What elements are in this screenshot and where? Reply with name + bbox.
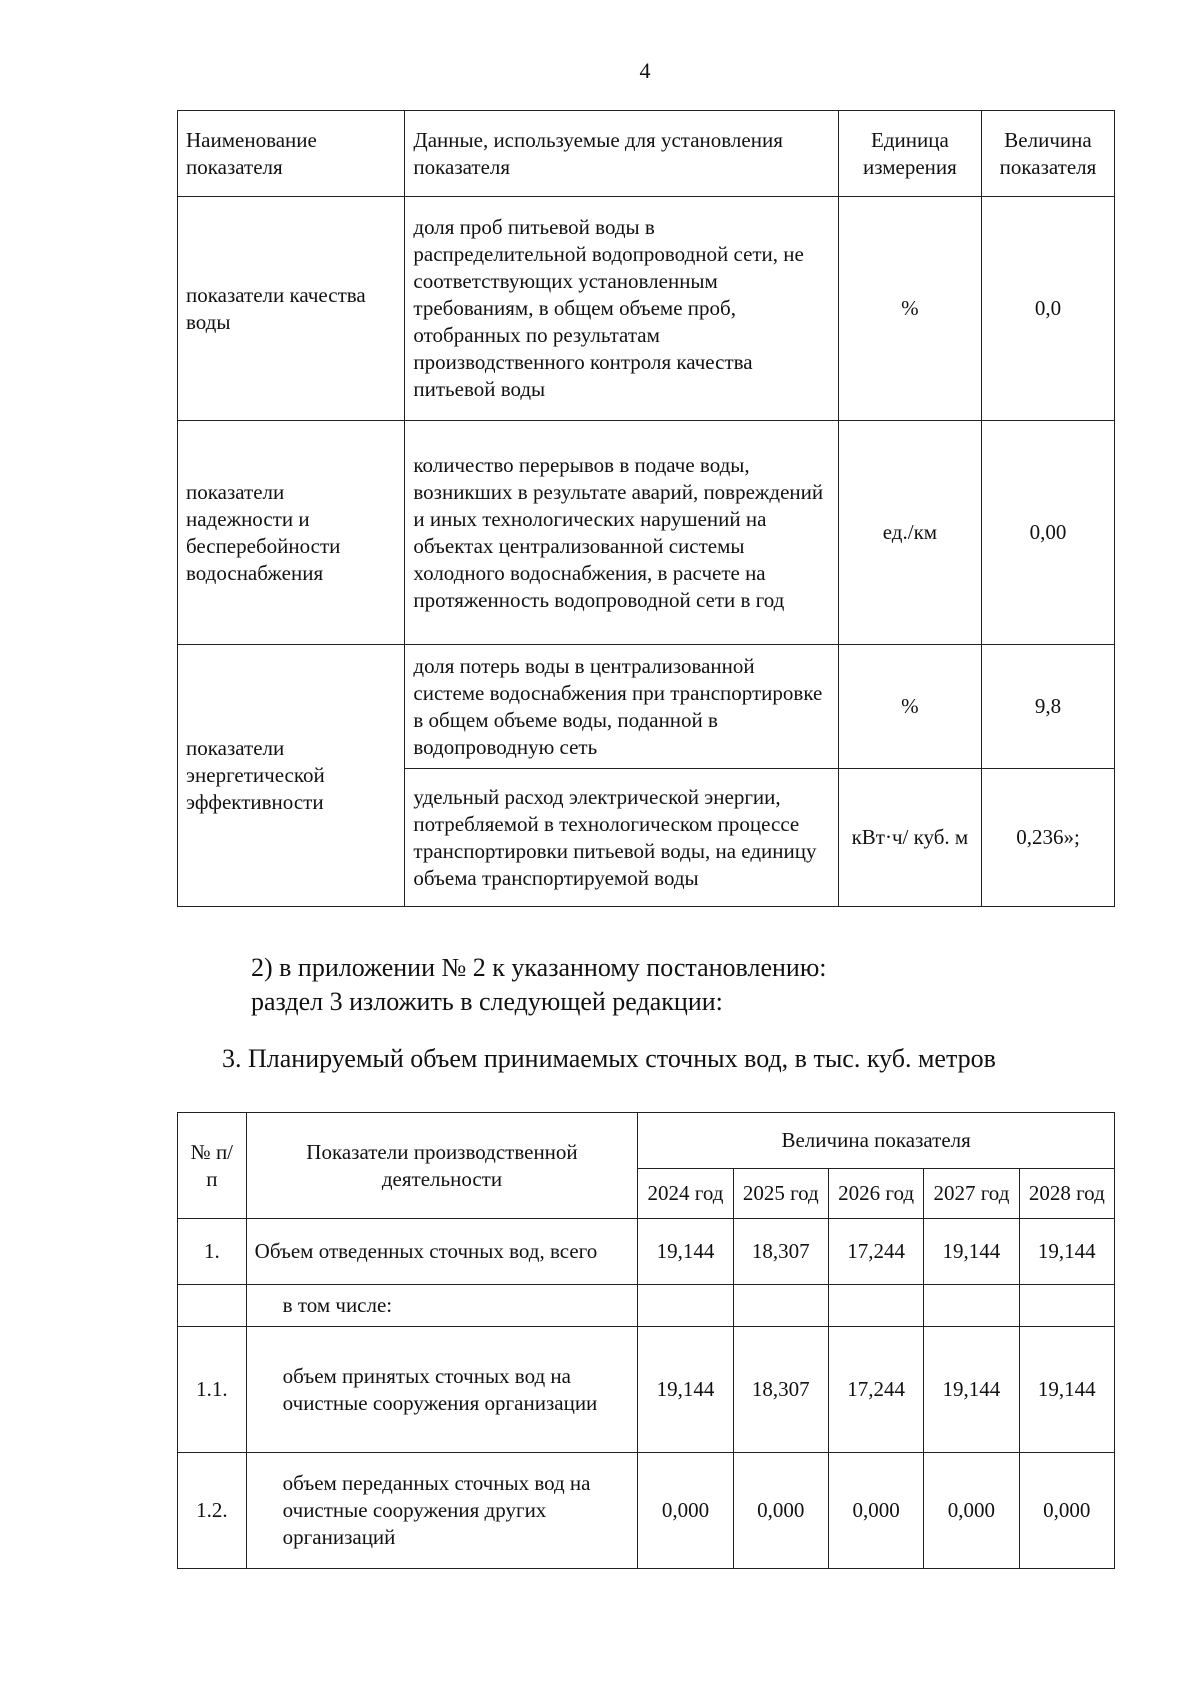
table-header-row (178, 111, 1115, 197)
header-num: № п/п (178, 1113, 247, 1219)
table-row (178, 1285, 1115, 1327)
row-value (828, 1285, 923, 1327)
indicator-name: показатели энергетической эффективности (178, 645, 405, 907)
row-num (178, 1285, 247, 1327)
table-row (178, 197, 1115, 421)
row-value (733, 1285, 828, 1327)
table-row (178, 1453, 1115, 1569)
table-row (178, 1219, 1115, 1285)
wastewater-table (177, 1112, 1115, 1569)
header-data: Данные, используемые для установления показателя (405, 111, 838, 197)
row-value: 19,144 (638, 1327, 733, 1453)
header-year: 2024 год (638, 1169, 733, 1219)
row-value: 17,244 (828, 1219, 923, 1285)
row-value: 19,144 (1019, 1327, 1114, 1453)
row-value: 18,307 (733, 1219, 828, 1285)
indicator-name: показатели надежности и бесперебойности водоснабжения (178, 421, 405, 645)
row-value: 0,000 (828, 1453, 923, 1569)
table-row (178, 421, 1115, 645)
header-year: 2026 год (828, 1169, 923, 1219)
row-value: 0,000 (1019, 1453, 1114, 1569)
row-num: 1.1. (178, 1327, 247, 1453)
row-value: 19,144 (638, 1219, 733, 1285)
indicator-unit: кВт·ч/ куб. м (838, 769, 981, 907)
row-value (924, 1285, 1019, 1327)
header-indicator: Показатели производственной деятельности (246, 1113, 638, 1219)
row-value (1019, 1285, 1114, 1327)
indicator-value: 0,236»; (981, 769, 1114, 907)
header-year: 2025 год (733, 1169, 828, 1219)
amendment-paragraph: раздел 3 изложить в следующей редакции: (251, 987, 723, 1016)
row-value: 19,144 (1019, 1219, 1114, 1285)
row-num: 1.2. (178, 1453, 247, 1569)
page-number: 4 (639, 58, 651, 83)
indicator-unit: ед./км (838, 421, 981, 645)
row-value: 0,000 (638, 1453, 733, 1569)
indicator-unit: % (838, 197, 981, 421)
row-value: 19,144 (924, 1219, 1019, 1285)
indicators-table (177, 110, 1115, 907)
row-value: 0,000 (924, 1453, 1019, 1569)
table-row (178, 1327, 1115, 1453)
indicator-data: доля проб питьевой воды в распределительной водопроводной сети, не соответствующих установленным требованиям, в общем объеме проб, отобранных по результатам производственного контроля качества питьевой воды (405, 197, 838, 421)
header-year: 2028 год (1019, 1169, 1114, 1219)
row-value (638, 1285, 733, 1327)
indicator-unit: % (838, 645, 981, 769)
header-value: Величина показателя (981, 111, 1114, 197)
amendment-paragraph: 2) в приложении № 2 к указанному постановлению: (251, 953, 827, 982)
indicator-value: 0,0 (981, 197, 1114, 421)
row-indicator: Объем отведенных сточных вод, всего (246, 1219, 638, 1285)
indicator-data: доля потерь воды в централизованной системе водоснабжения при транспортировке в общем объеме воды, поданной в водопроводную сеть (405, 645, 838, 769)
header-year: 2027 год (924, 1169, 1019, 1219)
row-indicator: объем переданных сточных вод на очистные сооружения других организаций (246, 1453, 638, 1569)
row-indicator: в том числе: (246, 1285, 638, 1327)
indicator-name: показатели качества воды (178, 197, 405, 421)
indicator-data: количество перерывов в подаче воды, возникших в результате аварий, повреждений и иных технологических нарушений на объектах централизованной системы холодного водоснабжения, в расчете на протяженность водопроводной сети в год (405, 421, 838, 645)
table-header-row (178, 1113, 1115, 1169)
row-num: 1. (178, 1219, 247, 1285)
indicator-value: 9,8 (981, 645, 1114, 769)
row-value: 19,144 (924, 1327, 1019, 1453)
indicator-value: 0,00 (981, 421, 1114, 645)
table-row (178, 645, 1115, 769)
header-value-group: Величина показателя (638, 1113, 1115, 1169)
header-name: Наименование показателя (178, 111, 405, 197)
section-title: 3. Планируемый объем принимаемых сточных вод, в тыс. куб. метров (222, 1044, 996, 1073)
row-value: 0,000 (733, 1453, 828, 1569)
row-indicator: объем принятых сточных вод на очистные сооружения организации (246, 1327, 638, 1453)
header-unit: Единица измерения (838, 111, 981, 197)
row-value: 18,307 (733, 1327, 828, 1453)
row-value: 17,244 (828, 1327, 923, 1453)
indicator-data: удельный расход электрической энергии, потребляемой в технологическом процессе транспортировки питьевой воды, на единицу объема транспортируемой воды (405, 769, 838, 907)
